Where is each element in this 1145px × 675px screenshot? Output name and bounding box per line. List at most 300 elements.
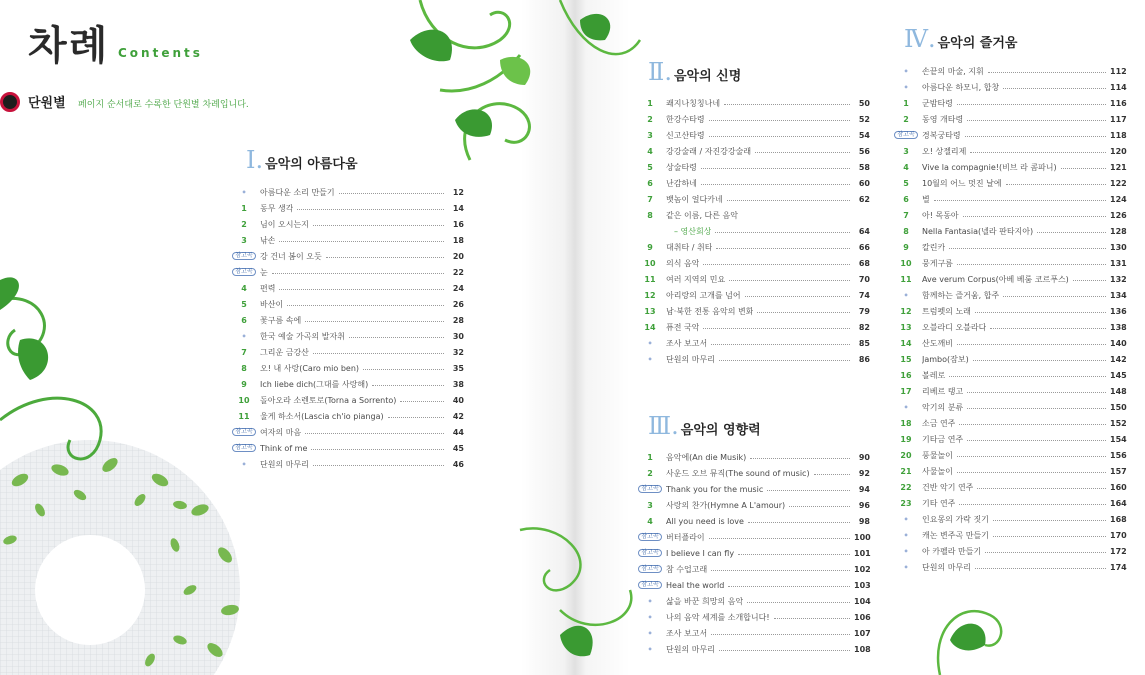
toc-entry[interactable]: [228, 216, 464, 232]
toc-entry[interactable]: [228, 344, 464, 360]
toc-entry[interactable]: [228, 312, 464, 328]
entry-title: 악기의 분류: [922, 402, 964, 412]
entry-page-number: 160: [1110, 482, 1127, 492]
dot-leader: [957, 456, 1106, 457]
entry-marker: 22: [900, 482, 912, 492]
toc-entry[interactable]: [634, 481, 870, 497]
dot-leader: [970, 152, 1106, 153]
entry-page-number: 128: [1110, 226, 1127, 236]
entry-marker: 1: [647, 452, 653, 462]
toc-entry[interactable]: [890, 495, 1126, 511]
entry-title: 퓨전 국악: [666, 322, 700, 332]
dot-leader: [305, 321, 444, 322]
toc-entry[interactable]: [890, 255, 1126, 271]
entry-page-number: 152: [1110, 418, 1127, 428]
entry-marker: 8: [241, 363, 247, 373]
section-title: 음악의 영향력: [680, 423, 761, 438]
dot-leader: [709, 136, 850, 137]
toc-entry[interactable]: [228, 264, 464, 280]
entry-page-number: 103: [854, 580, 871, 590]
toc-entry[interactable]: [634, 95, 870, 111]
entry-marker: 13: [644, 306, 656, 316]
toc-entry[interactable]: [634, 111, 870, 127]
entry-marker: 1: [903, 98, 909, 108]
unit-description: 페이지 순서대로 수록한 단원별 차례입니다.: [78, 100, 249, 110]
toc-entry[interactable]: [634, 449, 870, 465]
entry-marker: 11: [644, 274, 656, 284]
dot-leader: [990, 328, 1106, 329]
entry-marker: •: [903, 514, 909, 524]
leaf-bottom-right: [950, 624, 986, 651]
section-numeral: Ⅲ.: [648, 412, 679, 440]
toc-entry[interactable]: [634, 625, 870, 641]
entry-title: 함께하는 즐거움, 합주: [922, 290, 1000, 300]
entry-title: 별: [922, 194, 930, 204]
section-title: 음악의 아름다움: [265, 157, 358, 172]
toc-entry[interactable]: [890, 463, 1126, 479]
leaf-top: [410, 30, 530, 137]
section-4-heading: [904, 25, 1017, 53]
dot-leader: [272, 273, 444, 274]
entry-page-number: 126: [1110, 210, 1127, 220]
entry-marker: •: [903, 530, 909, 540]
toc-entry[interactable]: [228, 296, 464, 312]
entry-page-number: 12: [452, 187, 464, 197]
entry-marker: 12: [900, 306, 912, 316]
toc-entry[interactable]: [890, 79, 1126, 95]
section-1-heading: [246, 146, 358, 174]
dot-leader: [750, 458, 850, 459]
entry-page-number: 131: [1110, 258, 1127, 268]
entry-marker: •: [241, 459, 247, 469]
entry-page-number: 107: [854, 628, 871, 638]
entry-page-number: 101: [854, 548, 871, 558]
entry-title: 삶을 바꾼 희망의 음악: [666, 596, 744, 606]
entry-marker: 7: [241, 347, 247, 357]
toc-entry[interactable]: [634, 143, 870, 159]
toc-entry[interactable]: [228, 360, 464, 376]
toc-entry[interactable]: [228, 248, 464, 264]
dot-leader: [400, 401, 444, 402]
entry-title: 단원의 마무리: [260, 459, 309, 469]
section-2-list: [634, 95, 870, 367]
entry-title: 아 카펠라 만들기: [922, 546, 982, 556]
toc-entry[interactable]: [890, 543, 1126, 559]
entry-page-number: 108: [854, 644, 871, 654]
toc-entry[interactable]: [634, 641, 870, 657]
dot-leader: [297, 209, 444, 210]
toc-entry[interactable]: [634, 593, 870, 609]
toc-entry[interactable]: [634, 561, 870, 577]
entry-marker: 1: [241, 203, 247, 213]
entry-title: 편력: [260, 283, 276, 293]
dot-leader: [715, 232, 850, 233]
dot-leader: [1073, 280, 1106, 281]
entry-page-number: 96: [858, 500, 870, 510]
entry-page-number: 92: [858, 468, 870, 478]
entry-title: 사운드 오브 뮤직(The sound of music): [666, 468, 810, 478]
entry-page-number: 164: [1110, 498, 1127, 508]
entry-marker: 6: [903, 194, 909, 204]
dot-leader: [767, 490, 850, 491]
toc-entry[interactable]: [890, 447, 1126, 463]
entry-page-number: 112: [1110, 66, 1127, 76]
record-icon: [0, 92, 20, 112]
section-2-heading: [648, 58, 741, 86]
entry-title: Vive la compagnie!(비브 라 콤파니): [922, 162, 1057, 172]
dot-leader: [957, 344, 1106, 345]
toc-entry[interactable]: [890, 303, 1126, 319]
entry-page-number: 52: [858, 114, 870, 124]
dot-leader: [934, 200, 1106, 201]
entry-title: 사랑의 찬가(Hymne A L'amour): [666, 500, 786, 510]
entry-page-number: 64: [858, 226, 870, 236]
toc-entry[interactable]: [228, 200, 464, 216]
toc-entry[interactable]: [890, 335, 1126, 351]
toc-entry[interactable]: [890, 143, 1126, 159]
entry-marker: 1: [647, 98, 653, 108]
entry-title: 조사 보고서: [666, 338, 708, 348]
toc-entry[interactable]: [634, 223, 870, 239]
entry-marker: 3: [647, 500, 653, 510]
toc-entry[interactable]: [634, 159, 870, 175]
entry-title: 오! 내 사랑(Caro mio ben): [260, 363, 360, 373]
reference-song-tag: 참고곡: [232, 268, 256, 276]
entry-title: Think of me: [260, 443, 308, 453]
entry-page-number: 46: [452, 459, 464, 469]
entry-title: 울게 하소서(Lascia ch'io pianga): [260, 411, 384, 421]
dot-leader: [747, 602, 850, 603]
toc-entry[interactable]: [634, 465, 870, 481]
toc-entry[interactable]: [890, 431, 1126, 447]
entry-page-number: 58: [858, 162, 870, 172]
dot-leader: [372, 385, 444, 386]
toc-entry[interactable]: [228, 440, 464, 456]
entry-marker: 5: [903, 178, 909, 188]
toc-entry[interactable]: [890, 239, 1126, 255]
entry-page-number: 140: [1110, 338, 1127, 348]
toc-entry[interactable]: [634, 191, 870, 207]
entry-title: 오블라디 오블라다: [922, 322, 987, 332]
toc-entry[interactable]: [634, 609, 870, 625]
entry-title: 여자의 마음: [260, 427, 302, 437]
dot-leader: [745, 296, 850, 297]
entry-title: 한강수타령: [666, 114, 705, 124]
entry-marker: 18: [900, 418, 912, 428]
entry-page-number: 117: [1110, 114, 1127, 124]
entry-page-number: 54: [858, 130, 870, 140]
toc-entry[interactable]: [890, 207, 1126, 223]
dot-leader: [349, 337, 444, 338]
reference-song-tag: 참고곡: [232, 428, 256, 436]
entry-title: 단원의 마무리: [666, 644, 715, 654]
toc-entry[interactable]: [890, 351, 1126, 367]
dot-leader: [975, 568, 1106, 569]
toc-entry[interactable]: [890, 63, 1126, 79]
entry-title: 참 수업고래: [666, 564, 708, 574]
entry-page-number: 66: [858, 242, 870, 252]
entry-page-number: 79: [858, 306, 870, 316]
toc-entry[interactable]: [890, 527, 1126, 543]
entry-page-number: 85: [858, 338, 870, 348]
toc-entry[interactable]: [890, 287, 1126, 303]
entry-page-number: 100: [854, 532, 871, 542]
entry-page-number: 170: [1110, 530, 1127, 540]
dot-leader: [757, 312, 850, 313]
entry-page-number: 22: [452, 267, 464, 277]
toc-entry[interactable]: [228, 392, 464, 408]
entry-page-number: 94: [858, 484, 870, 494]
entry-page-number: 138: [1110, 322, 1127, 332]
toc-entry[interactable]: [634, 271, 870, 287]
entry-page-number: 98: [858, 516, 870, 526]
toc-entry[interactable]: [228, 328, 464, 344]
entry-marker: •: [903, 82, 909, 92]
toc-entry[interactable]: [634, 175, 870, 191]
entry-page-number: 154: [1110, 434, 1127, 444]
entry-page-number: 132: [1110, 274, 1127, 284]
dot-leader: [313, 353, 444, 354]
dot-leader: [755, 152, 850, 153]
toc-entry[interactable]: [890, 383, 1126, 399]
toc-entry[interactable]: [890, 159, 1126, 175]
entry-title: 아름다운 하모니, 합창: [922, 82, 1000, 92]
dot-leader: [305, 433, 444, 434]
dot-leader: [703, 264, 850, 265]
entry-marker: 6: [241, 315, 247, 325]
entry-page-number: 174: [1110, 562, 1127, 572]
entry-page-number: 172: [1110, 546, 1127, 556]
entry-marker: 21: [900, 466, 912, 476]
toc-entry[interactable]: [890, 95, 1126, 111]
dot-leader: [313, 225, 444, 226]
dot-leader: [719, 360, 850, 361]
reference-song-tag: 참고곡: [894, 131, 918, 139]
entry-title: 캐논 변주곡 만들기: [922, 530, 989, 540]
leaf-mid: [560, 14, 610, 656]
entry-title: 조사 보고서: [666, 628, 708, 638]
entry-title: 강강술래 / 자진강강술래: [666, 146, 752, 156]
entry-marker: •: [647, 644, 653, 654]
toc-entry[interactable]: [634, 545, 870, 561]
entry-marker: 17: [900, 386, 912, 396]
dot-leader: [957, 472, 1106, 473]
entry-marker: 15: [900, 354, 912, 364]
entry-title: 10월의 어느 멋진 날에: [922, 178, 1002, 188]
dot-leader: [774, 618, 850, 619]
entry-page-number: 150: [1110, 402, 1127, 412]
unit-label: 단원별: [28, 96, 66, 111]
reference-song-tag: 참고곡: [638, 485, 662, 493]
toc-entry[interactable]: [890, 415, 1126, 431]
dot-leader: [363, 369, 444, 370]
dot-leader: [973, 360, 1106, 361]
entry-marker: 8: [903, 226, 909, 236]
entry-marker: 4: [647, 146, 653, 156]
entry-title: All you need is love: [666, 516, 744, 526]
entry-page-number: 50: [858, 98, 870, 108]
entry-title: 손끝의 마술, 지휘: [922, 66, 984, 76]
toc-entry[interactable]: [634, 513, 870, 529]
toc-entry[interactable]: [228, 424, 464, 440]
entry-marker: •: [647, 354, 653, 364]
entry-title: 인요몽의 가락 짓기: [922, 514, 989, 524]
dot-leader: [724, 104, 850, 105]
entry-marker: 3: [903, 146, 909, 156]
entry-marker: 8: [647, 210, 653, 220]
entry-title: 바산이: [260, 299, 284, 309]
dot-leader: [711, 634, 850, 635]
entry-title: 나의 음악 세계를 소개합니다!: [666, 612, 770, 622]
entry-title: 돌아오라 소렌토로(Torna a Sorrento): [260, 395, 397, 405]
entry-title: 산도깨비: [922, 338, 953, 348]
entry-page-number: 130: [1110, 242, 1127, 252]
entry-title: – 영산회상: [674, 226, 712, 236]
entry-page-number: 156: [1110, 450, 1127, 460]
entry-marker: •: [903, 290, 909, 300]
section-1-list: [228, 184, 464, 472]
toc-entry[interactable]: [634, 287, 870, 303]
dot-leader: [711, 344, 850, 345]
entry-title: 칼린카: [922, 242, 946, 252]
swirl-mid: [520, 0, 640, 625]
dot-leader: [1006, 184, 1106, 185]
entry-title: 아리랑의 고개를 넘어: [666, 290, 741, 300]
toc-entry[interactable]: [890, 319, 1126, 335]
dot-leader: [728, 586, 850, 587]
dot-leader: [814, 474, 850, 475]
entry-title: I believe I can fly: [666, 548, 735, 558]
toc-entry[interactable]: [634, 303, 870, 319]
entry-title: 난감하네: [666, 178, 697, 188]
toc-entry[interactable]: [634, 335, 870, 351]
entry-title: 님이 오시는지: [260, 219, 309, 229]
entry-marker: 12: [644, 290, 656, 300]
toc-entry[interactable]: [890, 111, 1126, 127]
entry-marker: •: [647, 628, 653, 638]
toc-entry[interactable]: [634, 255, 870, 271]
entry-page-number: 106: [854, 612, 871, 622]
entry-page-number: 70: [858, 274, 870, 284]
entry-page-number: 56: [858, 146, 870, 156]
toc-entry[interactable]: [634, 319, 870, 335]
entry-title: 단원의 마무리: [922, 562, 971, 572]
entry-title: 의식 음악: [666, 258, 700, 268]
entry-title: 쾌지나칭칭나네: [666, 98, 721, 108]
dot-leader: [959, 424, 1106, 425]
toc-entry[interactable]: [890, 223, 1126, 239]
toc-entry[interactable]: [890, 559, 1126, 575]
entry-page-number: 142: [1110, 354, 1127, 364]
entry-marker: 11: [238, 411, 250, 421]
reference-song-tag: 참고곡: [638, 581, 662, 589]
entry-title: Jambo(잠보): [922, 354, 969, 364]
toc-entry[interactable]: [890, 175, 1126, 191]
entry-page-number: 45: [452, 443, 464, 453]
dot-leader: [1061, 168, 1106, 169]
toc-entry[interactable]: [634, 239, 870, 255]
entry-page-number: 20: [452, 251, 464, 261]
entry-page-number: 168: [1110, 514, 1127, 524]
dot-leader: [388, 417, 444, 418]
entry-marker: 7: [903, 210, 909, 220]
entry-title: 아! 목동아: [922, 210, 959, 220]
entry-page-number: 42: [452, 411, 464, 421]
section-title: 음악의 즐거움: [937, 36, 1018, 51]
entry-page-number: 32: [452, 347, 464, 357]
entry-marker: •: [647, 612, 653, 622]
toc-entry[interactable]: [890, 511, 1126, 527]
toc-entry[interactable]: [634, 351, 870, 367]
dot-leader: [993, 536, 1106, 537]
entry-page-number: 74: [858, 290, 870, 300]
toc-entry[interactable]: [228, 184, 464, 200]
entry-title: 오! 상젤리제: [922, 146, 967, 156]
entry-page-number: 118: [1110, 130, 1127, 140]
dot-leader: [703, 328, 850, 329]
entry-marker: 20: [900, 450, 912, 460]
dot-leader: [949, 376, 1106, 377]
dot-leader: [975, 312, 1106, 313]
entry-title: 볼레로: [922, 370, 946, 380]
entry-title: 건반 악기 연주: [922, 482, 974, 492]
reference-song-tag: 참고곡: [232, 252, 256, 260]
swirl-left: [0, 298, 101, 459]
entry-marker: •: [903, 402, 909, 412]
toc-entry[interactable]: [634, 529, 870, 545]
toc-entry[interactable]: [634, 497, 870, 513]
toc-entry[interactable]: [228, 232, 464, 248]
entry-title: 꽃구름 속에: [260, 315, 302, 325]
entry-marker: 2: [647, 468, 653, 478]
entry-page-number: 26: [452, 299, 464, 309]
toc-entry[interactable]: [890, 191, 1126, 207]
entry-title: 대취타 / 취타: [666, 242, 713, 252]
toc-entry[interactable]: [890, 479, 1126, 495]
entry-page-number: 134: [1110, 290, 1127, 300]
section-numeral: Ⅰ.: [246, 146, 264, 174]
entry-marker: 2: [903, 114, 909, 124]
toc-entry[interactable]: [890, 271, 1126, 287]
toc-entry[interactable]: [228, 408, 464, 424]
entry-title: 남·북한 전통 음악의 변화: [666, 306, 754, 316]
entry-title: 신고산타령: [666, 130, 705, 140]
dot-leader: [727, 200, 850, 201]
toc-entry[interactable]: [228, 376, 464, 392]
entry-title: Thank you for the music: [666, 484, 764, 494]
toc-entry[interactable]: [634, 127, 870, 143]
dot-leader: [963, 216, 1106, 217]
reference-song-tag: 참고곡: [638, 549, 662, 557]
toc-entry[interactable]: [890, 367, 1126, 383]
entry-title: 눈: [260, 267, 268, 277]
section-4-list: [890, 63, 1126, 575]
toc-entry[interactable]: [228, 280, 464, 296]
toc-entry[interactable]: [890, 127, 1126, 143]
entry-marker: 2: [241, 219, 247, 229]
toc-entry[interactable]: [634, 207, 870, 223]
toc-entry[interactable]: [890, 399, 1126, 415]
dot-leader: [967, 440, 1106, 441]
entry-marker: 14: [644, 322, 656, 332]
dot-leader: [985, 552, 1106, 553]
toc-entry[interactable]: [634, 577, 870, 593]
dot-leader: [279, 241, 444, 242]
entry-title: 풍물놀이: [922, 450, 953, 460]
dot-leader: [949, 248, 1106, 249]
entry-page-number: 14: [452, 203, 464, 213]
toc-entry[interactable]: [228, 456, 464, 472]
